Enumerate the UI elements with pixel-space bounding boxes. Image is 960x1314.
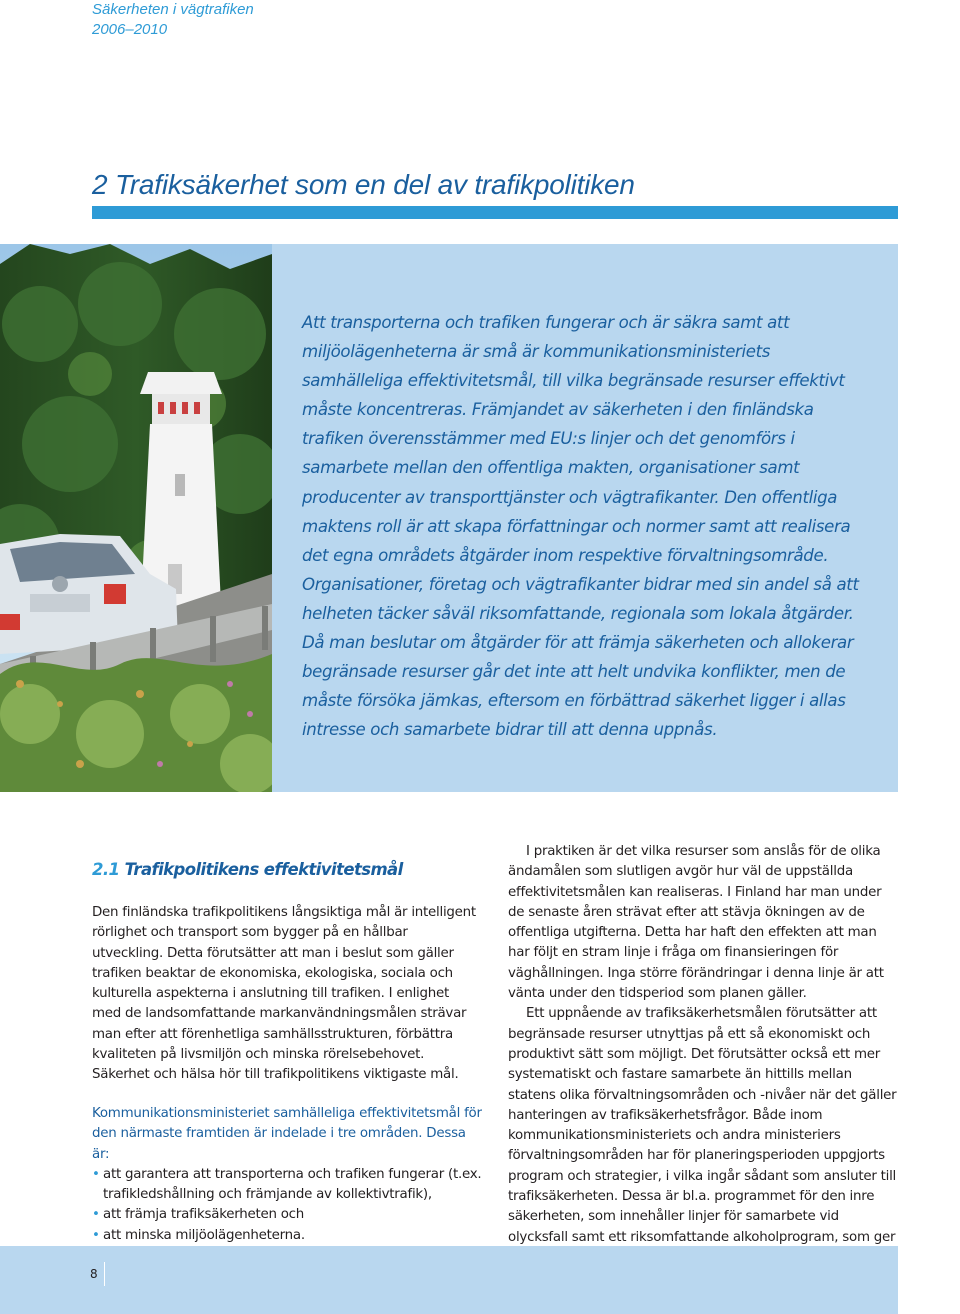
list-item-text: att främja trafiksäkerheten och — [103, 1207, 304, 1223]
section-title: Trafikpolitikens effektivitetsmål — [124, 860, 403, 879]
list-item-text: att garantera att transporterna och trafiken fungerar (t.ex. trafikledshållning och främjande av kollektivtrafik), — [103, 1166, 482, 1203]
chapter-title: 2 Trafiksäkerhet som en del av trafikpolitiken — [92, 166, 898, 219]
paragraph: I praktiken är det vilka resurser som anslås för de olika ändamålen som slutligen avgör hur väl de uppställda effektivitetsmålen kan realiseras. I Finland har man under de senaste åren strävat efter att stävja ökningen av de offentliga utgifterna. Detta har haft den effekten att man har följt en stram linje i fråga om finansieringen för väghållningen. Inga större förändringar i denna linje är att vänta under den tidsperiod som planen gäller. — [508, 844, 884, 1002]
list-item — [92, 1205, 482, 1225]
publication-years: 2006–2010 — [92, 21, 168, 38]
section-number: 2.1 — [92, 860, 120, 879]
goal-list — [92, 1165, 482, 1246]
intro-text: Att transporterna och trafiken fungerar och är säkra samt att miljöolägenheterna är små är kommunikationsministeriets samhälleliga effektivitetsmål, till vilka begränsade resurser effektivt måste koncentreras. Främjandet av säkerheten i den finländska trafiken överensstämmer med EU:s linjer och det genomförs i samarbete mellan den offentliga makten, organisationer samt producenter av transporttjänster och vägtrafikanter. Den offentliga maktens roll är att skapa författningar och normer samt att realisera det egna områdets åtgärder inom respektive förvaltningsområde. Organisationer, företag och vägtrafikanter bidrar med sin andel så att helheten täcker såväl riksomfattande, regionala som lokala åtgärder. Då man beslutar om åtgärder för att främja säkerheten och allokerar begränsade resurser går det inte att helt undvika konflikter, men de måste försöka jämkas, eftersom en förbättrad säkerhet ligger i allas intresse och samarbete bidrar till att denna uppnås. — [302, 313, 859, 740]
page-number-divider — [104, 1262, 105, 1286]
publication-title: Säkerheten i vägtrafiken — [92, 1, 254, 18]
page-number: 8 — [90, 1267, 98, 1281]
bullet-icon: • — [92, 1207, 100, 1223]
list-item — [92, 1165, 482, 1206]
paragraph: Kommunikationsministeriet samhälleliga effektivitetsmål för den närmaste framtiden är indelade i tre områden. Dessa är: — [92, 1106, 482, 1162]
list-item-text: att minska miljöolägenheterna. — [103, 1227, 305, 1243]
running-head — [92, 0, 254, 40]
bullet-icon: • — [92, 1227, 100, 1243]
paragraph: Den finländska trafikpolitikens långsiktiga mål är intelligent rörlighet och transport som bygger på en hållbar utveckling. Detta förutsätter att man i beslut som gäller trafiken beaktar de ekonomiska, ekologiska, sociala och kulturella aspekterna i anslutning till trafiken. I enlighet med de landsomfattande markanvändningsmålen strävar man efter att förenhetliga samhällsstrukturen, förbättra kvaliteten på livsmiljön och minska rörelsebehovet. Säkerhet och hälsa hör till trafikpolitikens viktigaste mål. — [92, 905, 476, 1083]
right-column — [508, 842, 898, 1248]
list-item — [92, 1226, 482, 1246]
roadside-photo — [0, 244, 272, 792]
left-column-list-block — [92, 1104, 482, 1246]
bullet-icon: • — [92, 1166, 100, 1182]
paragraph: Ett uppnående av trafiksäkerhetsmålen förutsätter att begränsade resurser utnyttjas på ett så ekonomiskt och produktivt sätt som möjligt. Det förutsätter också ett mer systematiskt och fastare samarbete än hittills mellan statens olika förvaltningsområden och -nivåer när det gäller hanteringen av trafiksäkerhetsfrågor. Både inom kommunikationsministeriets och andra ministeriers förvaltningsområden har för planeringsperioden uppgjorts program och strategier, i vilka ingår sådant som ansluter till trafiksäkerheten. Dessa är bl.a. programmet för den inre säkerheten, som innehåller linjer för samarbete vid olycksfall samt ett riksomfattande alkoholprogram, som ger — [508, 1006, 897, 1245]
section-heading — [92, 858, 403, 882]
footer-bar — [0, 1246, 898, 1314]
left-column-paragraph-1 — [92, 903, 482, 1086]
